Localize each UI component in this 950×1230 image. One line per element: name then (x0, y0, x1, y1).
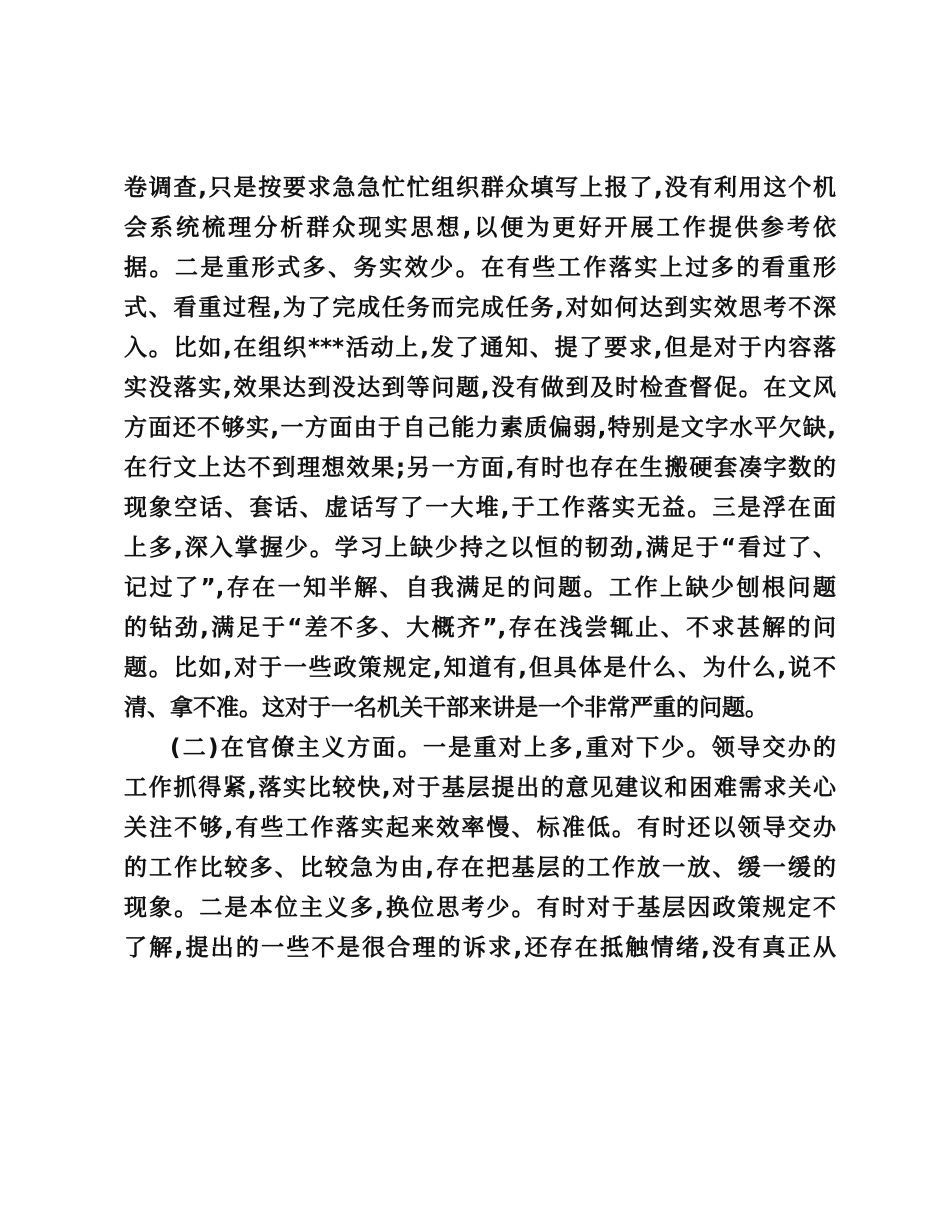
text-line: 实没落实,效果达到没达到等问题,没有做到及时检查督促。在文风 (124, 375, 836, 401)
text-line: 的工作比较多、比较急为由,存在把基层的工作放一放、缓一缓的 (124, 855, 836, 881)
text-line: 清、拿不准。这对于一名机关干部来讲是一个非常严重的问题。 (124, 695, 768, 721)
text-line: 在行文上达不到理想效果;另一方面,有时也存在生搬硬套凑字数的 (124, 455, 836, 481)
paragraph (124, 168, 836, 728)
text-line: (二)在官僚主义方面。一是重对上多,重对下少。领导交办的 (170, 735, 836, 761)
text-line: 上多,深入掌握少。学习上缺少持之以恒的韧劲,满足于“看过了、 (124, 535, 836, 561)
text-line: 据。二是重形式多、务实效少。在有些工作落实上过多的看重形 (124, 255, 836, 281)
text-line: 式、看重过程,为了完成任务而完成任务,对如何达到实效思考不深 (124, 295, 836, 321)
text-line: 卷调查,只是按要求急急忙忙组织群众填写上报了,没有利用这个机 (124, 175, 836, 201)
text-line: 记过了”,存在一知半解、自我满足的问题。工作上缺少刨根问题 (124, 575, 836, 601)
paragraph (124, 728, 836, 968)
body-text (124, 168, 836, 968)
text-line: 关注不够,有些工作落实起来效率慢、标准低。有时还以领导交办 (124, 815, 836, 841)
text-line: 现象。二是本位主义多,换位思考少。有时对于基层因政策规定不 (124, 895, 836, 921)
text-line: 会系统梳理分析群众现实思想,以便为更好开展工作提供参考依 (124, 215, 836, 241)
text-line: 入。比如,在组织***活动上,发了通知、提了要求,但是对于内容落 (124, 335, 836, 361)
text-line: 题。比如,对于一些政策规定,知道有,但具体是什么、为什么,说不 (124, 655, 836, 681)
text-line: 方面还不够实,一方面由于自己能力素质偏弱,特别是文字水平欠缺, (124, 415, 836, 441)
text-line: 工作抓得紧,落实比较快,对于基层提出的意见建议和困难需求关心 (124, 775, 836, 801)
text-line: 了解,提出的一些不是很合理的诉求,还存在抵触情绪,没有真正从 (124, 935, 836, 961)
text-line: 现象空话、套话、虚话写了一大堆,于工作落实无益。三是浮在面 (124, 495, 836, 521)
text-line: 的钻劲,满足于“差不多、大概齐”,存在浅尝辄止、不求甚解的问 (124, 615, 836, 641)
